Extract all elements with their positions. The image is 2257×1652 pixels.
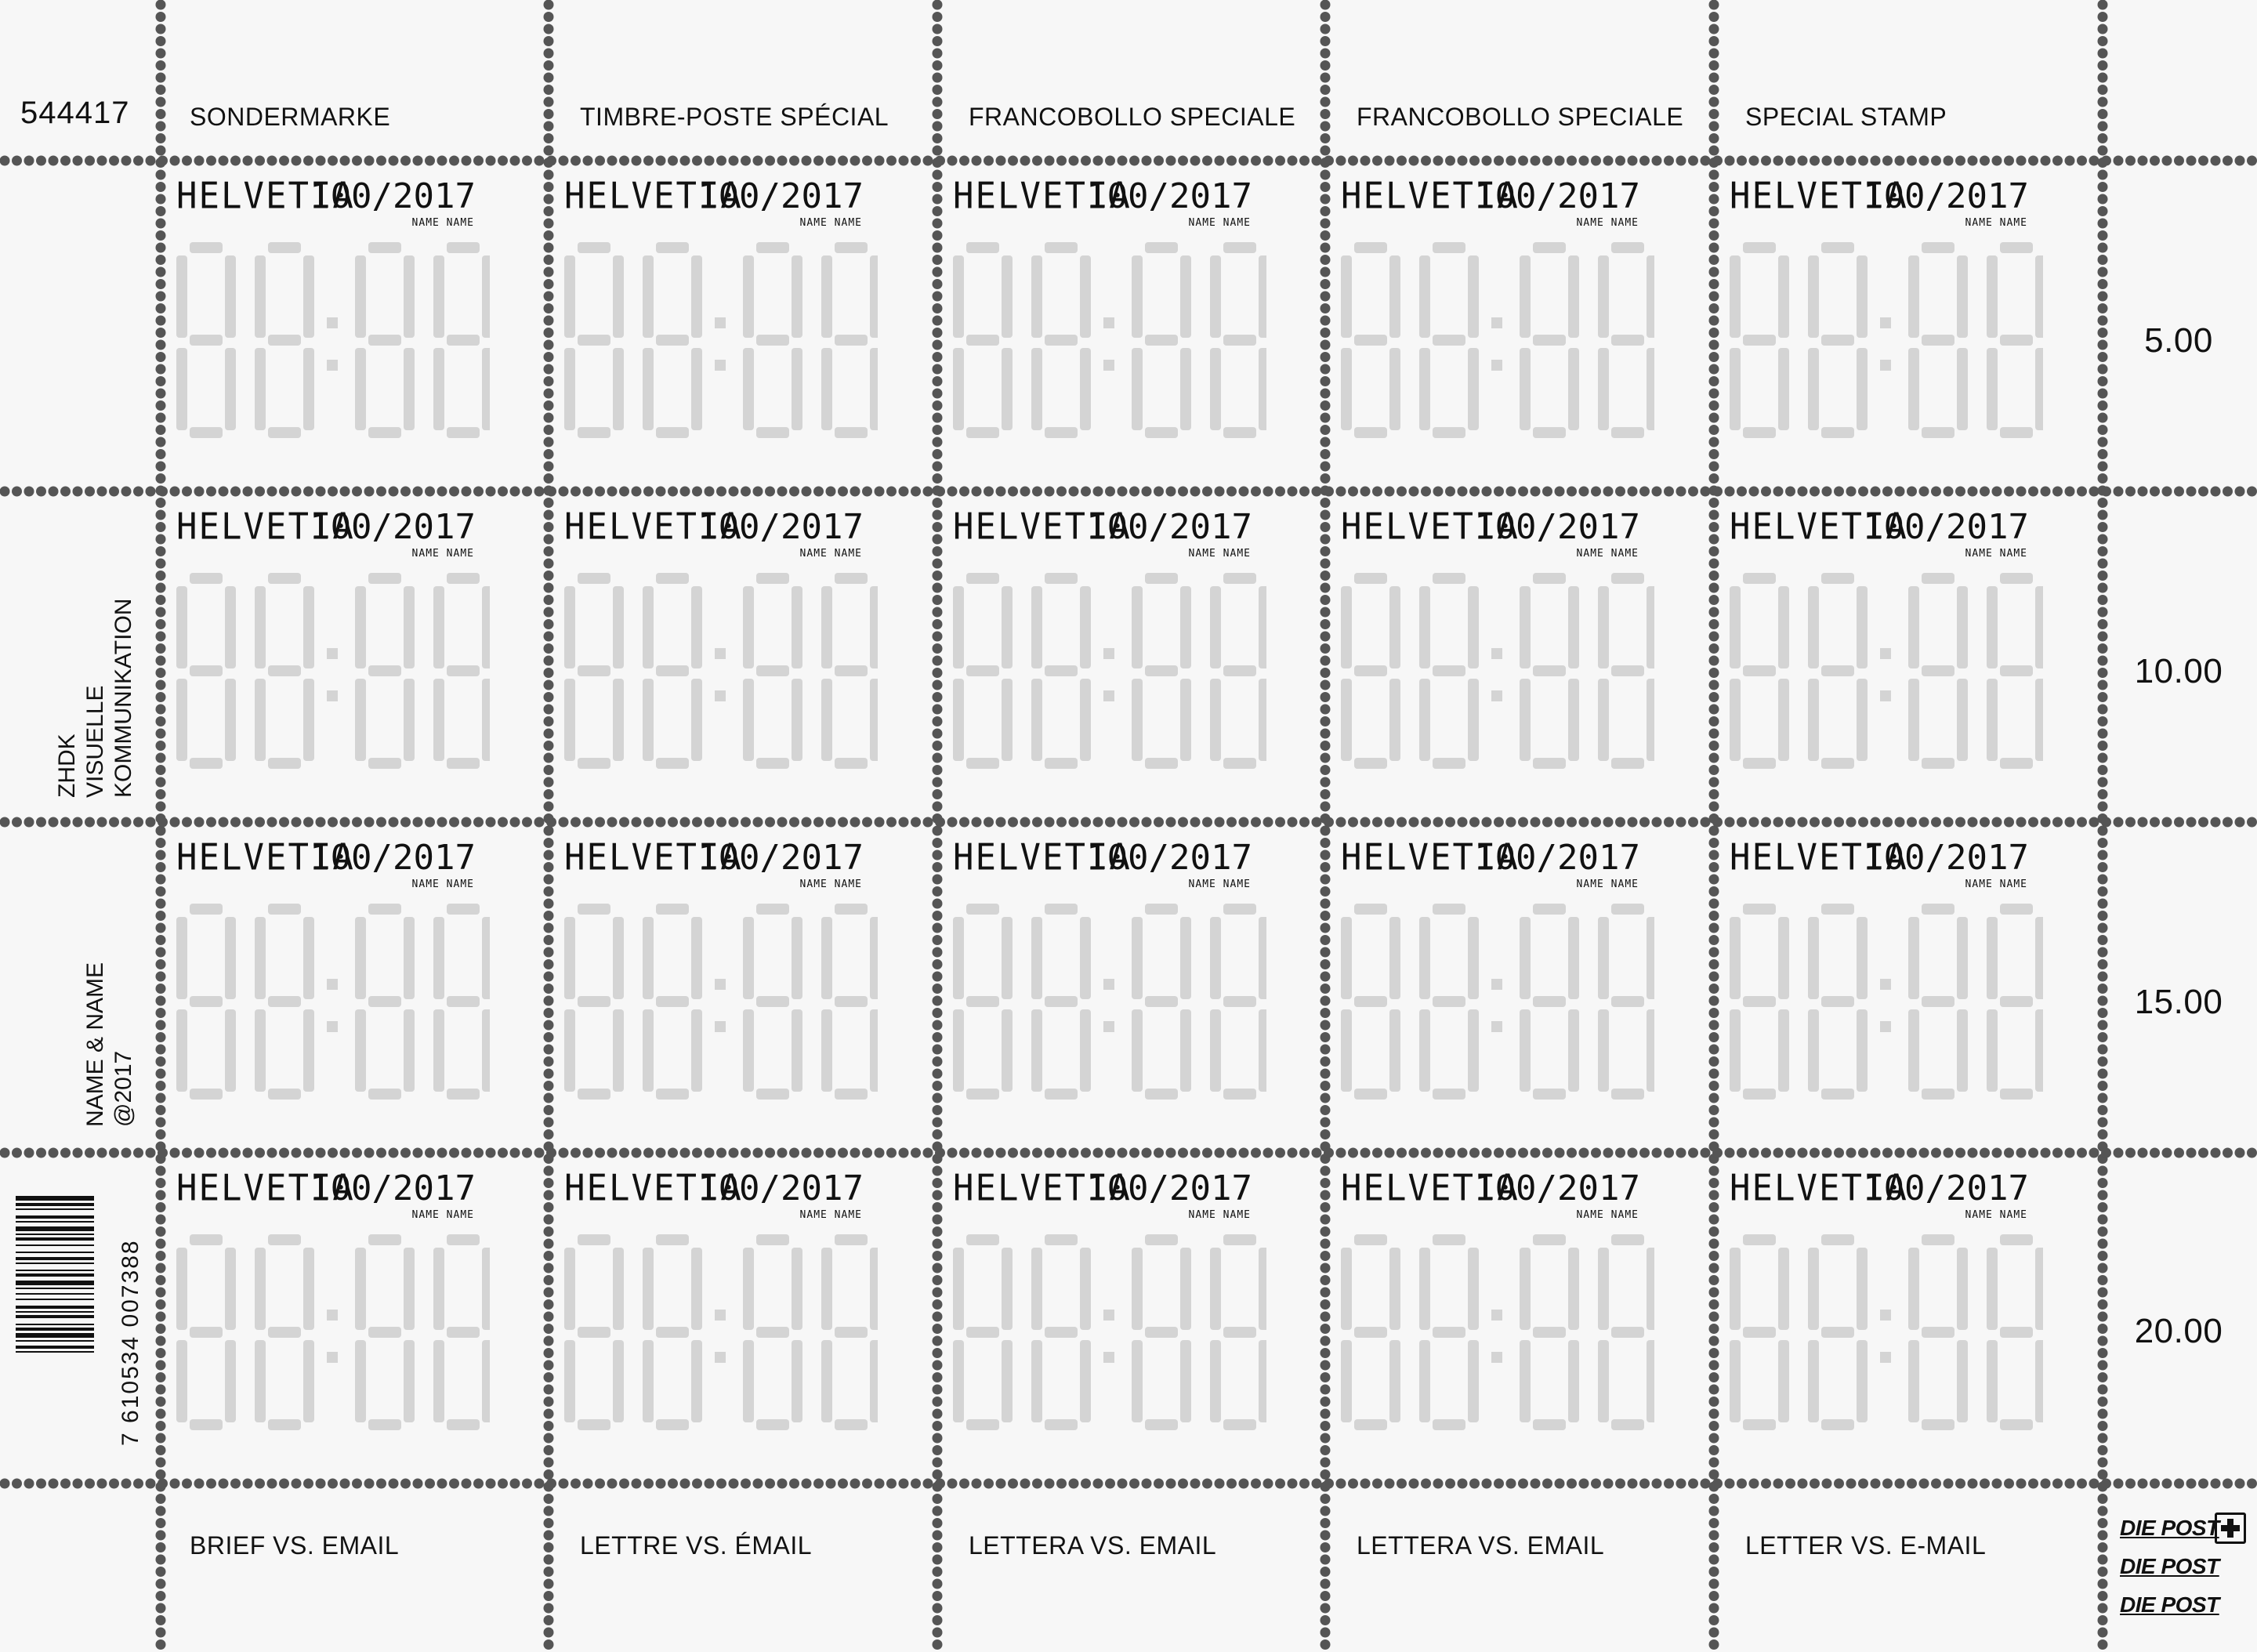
stamp-denomination: 100/2017: [1086, 838, 1252, 878]
stamp-designers: NAME NAME: [411, 217, 474, 229]
school-credit: [53, 599, 138, 798]
stamp: [549, 822, 878, 1120]
school-line-1: ZHDK: [54, 734, 80, 798]
clock-display: [176, 904, 490, 1107]
stamp-country: HELVETIA: [1730, 175, 1908, 218]
stamp: [161, 161, 490, 458]
clock-display: [953, 573, 1266, 777]
stamp: [1714, 1153, 2043, 1451]
stamp-denomination: 100/2017: [1863, 176, 2029, 216]
stamp-denomination: 100/2017: [1474, 176, 1640, 216]
stamp-designers: NAME NAME: [1576, 217, 1639, 229]
stamp-denomination: 100/2017: [1474, 507, 1640, 547]
bottom-label-4: LETTERA VS. EMAIL: [1357, 1531, 1605, 1560]
clock-display: [1341, 242, 1654, 446]
stamp-designers: NAME NAME: [1188, 1209, 1251, 1221]
clock-display: [1730, 904, 2043, 1107]
clock-display: [1730, 242, 2043, 446]
designer-credit: [82, 962, 138, 1127]
top-label-2: TIMBRE-POSTE SPÉCIAL: [580, 103, 889, 131]
stamp-country: HELVETIA: [953, 505, 1132, 549]
stamp-country: HELVETIA: [1730, 505, 1908, 549]
stamp-denomination: 100/2017: [1086, 507, 1252, 547]
stamp: [1325, 161, 1654, 458]
stamp-denomination: 100/2017: [697, 507, 864, 547]
top-label-5: SPECIAL STAMP: [1745, 103, 1947, 131]
stamp-denomination: 100/2017: [1863, 838, 2029, 878]
stamp-country: HELVETIA: [564, 505, 743, 549]
stamp-denomination: 100/2017: [1474, 838, 1640, 878]
stamp-designers: NAME NAME: [411, 879, 474, 890]
clock-display: [1341, 904, 1654, 1107]
stamp: [937, 161, 1266, 458]
credit-line-2: @2017: [110, 1050, 136, 1127]
clock-display: [564, 573, 878, 777]
stamp-denomination: 100/2017: [1863, 507, 2029, 547]
stamp-country: HELVETIA: [564, 1167, 743, 1210]
stamp-designers: NAME NAME: [411, 548, 474, 560]
stamp-designers: NAME NAME: [799, 548, 862, 560]
stamp-denomination: 100/2017: [697, 176, 864, 216]
clock-display: [564, 242, 878, 446]
clock-display: [953, 904, 1266, 1107]
clock-display: [953, 242, 1266, 446]
clock-display: [1341, 1234, 1654, 1438]
stamp: [161, 822, 490, 1120]
stamp: [549, 161, 878, 458]
stamp-country: HELVETIA: [1730, 1167, 1908, 1210]
row-value-2: 10.00: [2134, 652, 2223, 690]
stamp: [937, 1153, 1266, 1451]
barcode-number: 7 610534 007388: [118, 1239, 143, 1446]
stamp: [1714, 491, 2043, 789]
stamp-country: HELVETIA: [953, 836, 1132, 879]
bottom-label-1: BRIEF VS. EMAIL: [190, 1531, 400, 1560]
stamp-country: HELVETIA: [176, 836, 355, 879]
stamp-country: HELVETIA: [176, 1167, 355, 1210]
stamp: [161, 491, 490, 789]
stamp-designers: NAME NAME: [1188, 548, 1251, 560]
stamp: [161, 1153, 490, 1451]
clock-display: [176, 573, 490, 777]
stamp-designers: NAME NAME: [1576, 548, 1639, 560]
stamp-country: HELVETIA: [176, 505, 355, 549]
stamp-designers: NAME NAME: [799, 879, 862, 890]
stamp: [937, 822, 1266, 1120]
swiss-cross-icon: [2215, 1513, 2246, 1544]
stamp-country: HELVETIA: [1341, 175, 1520, 218]
stamp-country: HELVETIA: [564, 175, 743, 218]
stamp: [1325, 1153, 1654, 1451]
stamp-denomination: 100/2017: [1863, 1168, 2029, 1208]
stamp-designers: NAME NAME: [411, 1209, 474, 1221]
bottom-label-2: LETTRE VS. ÉMAIL: [580, 1531, 813, 1560]
top-label-3: FRANCOBOLLO SPECIALE: [969, 103, 1296, 131]
row-value-1: 5.00: [2144, 321, 2213, 360]
stamp-denomination: 100/2017: [697, 1168, 864, 1208]
stamp-country: HELVETIA: [953, 175, 1132, 218]
stamp-designers: NAME NAME: [1576, 1209, 1639, 1221]
clock-display: [176, 1234, 490, 1438]
stamp-country: HELVETIA: [1341, 505, 1520, 549]
stamp: [1714, 822, 2043, 1120]
clock-display: [953, 1234, 1266, 1438]
stamp-designers: NAME NAME: [1965, 879, 2027, 890]
stamp-denomination: 100/2017: [1086, 1168, 1252, 1208]
stamp-country: HELVETIA: [1341, 1167, 1520, 1210]
row-value-4: 20.00: [2134, 1312, 2223, 1350]
stamp-designers: NAME NAME: [799, 217, 862, 229]
stamp-designers: NAME NAME: [1188, 217, 1251, 229]
school-line-3: KOMMUNIKATION: [110, 598, 136, 798]
stamp-denomination: 100/2017: [310, 507, 476, 547]
clock-display: [1730, 1234, 2043, 1438]
stamp-denomination: 100/2017: [1086, 176, 1252, 216]
clock-display: [176, 242, 490, 446]
stamp-country: HELVETIA: [176, 175, 355, 218]
stamp-designers: NAME NAME: [1965, 1209, 2027, 1221]
school-line-2: VISUELLE: [82, 685, 108, 798]
row-value-3: 15.00: [2134, 983, 2223, 1021]
stamp-designers: NAME NAME: [1576, 879, 1639, 890]
stamp-country: HELVETIA: [953, 1167, 1132, 1210]
barcode: [16, 1196, 94, 1433]
clock-display: [1730, 573, 2043, 777]
stamp-denomination: 100/2017: [310, 838, 476, 878]
stamp-denomination: 100/2017: [1474, 1168, 1640, 1208]
post-logo-3: DIE POST: [2120, 1592, 2219, 1617]
stamp-designers: NAME NAME: [1965, 217, 2027, 229]
stamp-designers: NAME NAME: [1188, 879, 1251, 890]
clock-display: [1341, 573, 1654, 777]
stamp-designers: NAME NAME: [1965, 548, 2027, 560]
stamp-country: HELVETIA: [1341, 836, 1520, 879]
serial-number: 544417: [20, 96, 130, 130]
stamp-country: HELVETIA: [1730, 836, 1908, 879]
stamp-denomination: 100/2017: [697, 838, 864, 878]
clock-display: [564, 904, 878, 1107]
stamp: [1325, 491, 1654, 789]
stamp-denomination: 100/2017: [310, 176, 476, 216]
bottom-label-5: LETTER VS. E-MAIL: [1745, 1531, 1987, 1560]
clock-display: [564, 1234, 878, 1438]
post-logo-1: DIE POST: [2120, 1516, 2219, 1540]
credit-line-1: NAME & NAME: [82, 962, 108, 1127]
post-logo-2: DIE POST: [2120, 1554, 2219, 1578]
stamp-denomination: 100/2017: [310, 1168, 476, 1208]
stamp: [1325, 822, 1654, 1120]
top-label-1: SONDERMARKE: [190, 103, 391, 131]
bottom-label-3: LETTERA VS. EMAIL: [969, 1531, 1217, 1560]
stamp-designers: NAME NAME: [799, 1209, 862, 1221]
stamp: [937, 491, 1266, 789]
top-label-4: FRANCOBOLLO SPECIALE: [1357, 103, 1684, 131]
stamp: [549, 491, 878, 789]
stamp: [1714, 161, 2043, 458]
stamp-country: HELVETIA: [564, 836, 743, 879]
stamp: [549, 1153, 878, 1451]
